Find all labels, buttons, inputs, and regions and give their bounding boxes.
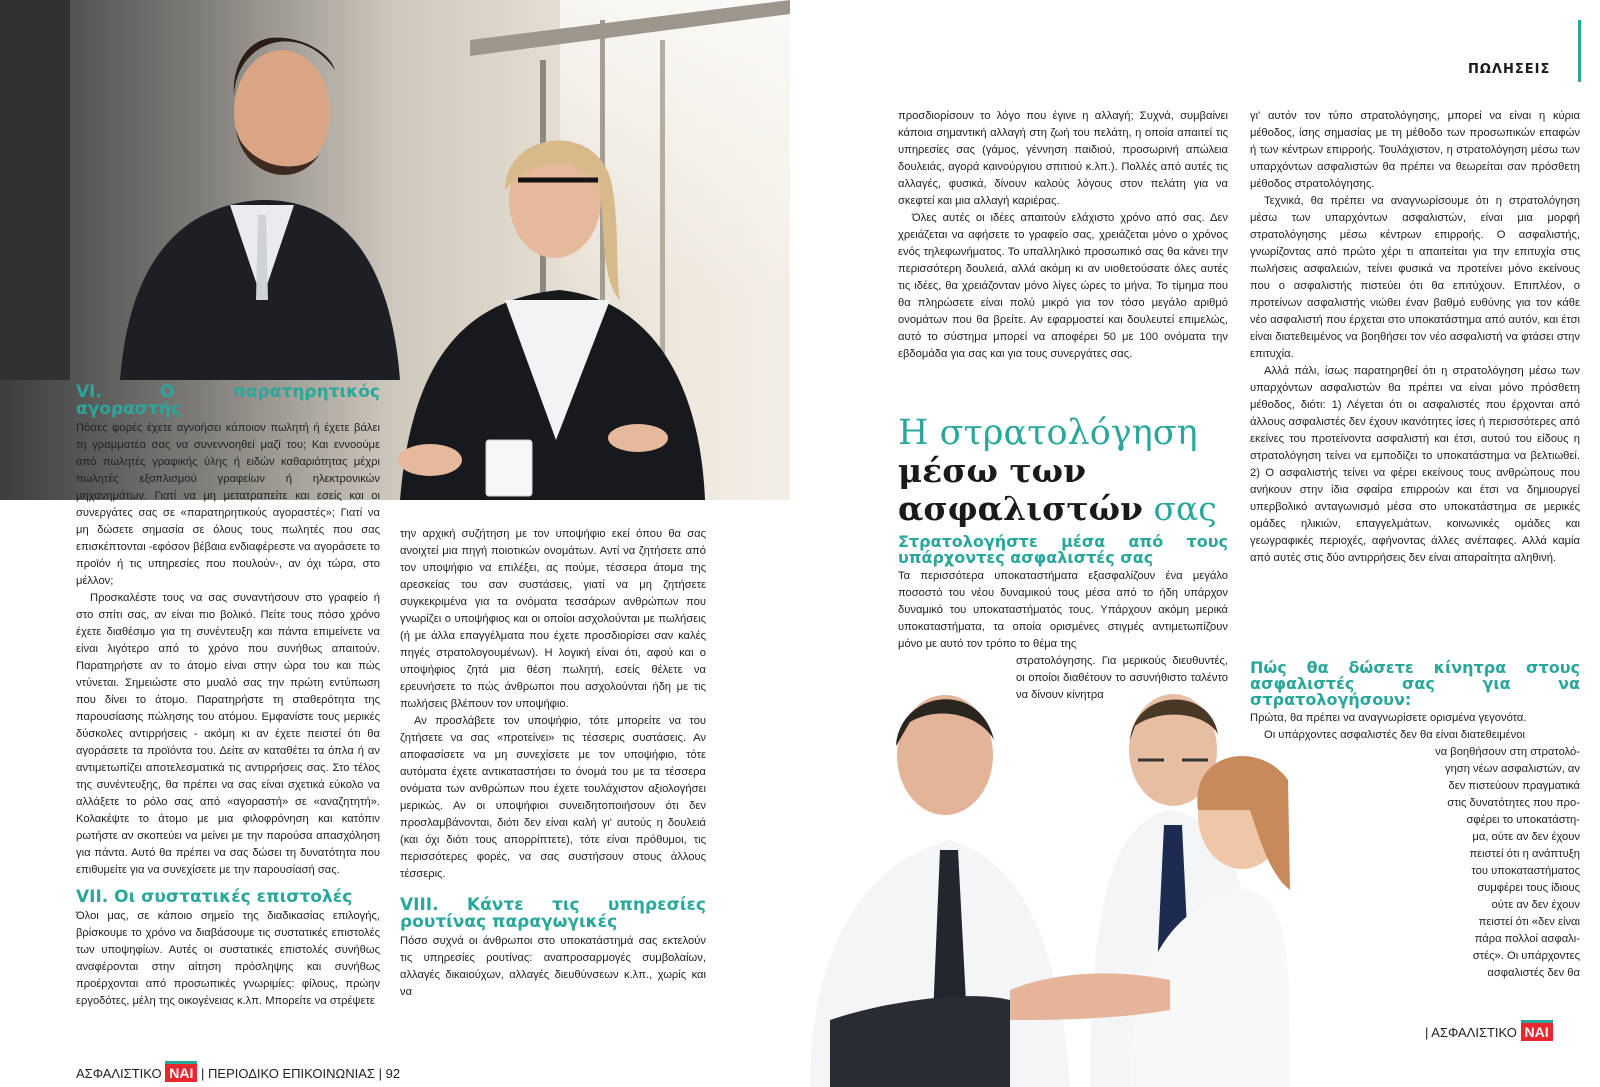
section-vii-heading: VII. Οι συστατικές επιστολές [76, 887, 353, 907]
column-3b-tail: στρατολόγησης. Για μερικούς διευθυντές, οι οποίοι διαθέτουν το ασυνήθιστο ταλέντο να δίνουν κίνητρα [1016, 655, 1228, 701]
section-viii-heading: VIII. Κάντε τις υπηρεσίες ρουτίνας παραγωγικές [400, 895, 706, 932]
column-4-paragraph: γι' αυτόν τον τύπο στρατολόγησης, μπορεί να είναι η κύρια μέθοδος, ίσης σημασίας με τη μέθοδο των προσωπικών επαφών ή των κέντρων επιρροής. Τουλάχιστον, η στρατολόγηση μέσω των υπαρχόντων ασφαλιστών θα πρέπει να θεωρείται σαν πρόσθετη μέθοδος στρατολόγησης. [1250, 110, 1580, 190]
wrapped-line: στές». Οι υπάρχοντες [1472, 950, 1580, 962]
footer-left [76, 1061, 400, 1082]
section-vi-paragraph: Προσκαλέστε τους να σας συναντήσουν στο γραφείο ή στο σπίτι σας, αν είναι πιο βολικό. Πείτε τους πόσο χρόνο έχετε διαθέσιμο για τη συνέντευξη και πάντα επιμείνετε να είναι λιγότερο από το χρόνο που συνήθως απαιτούν. Παρατηρήστε αν το άτομο είναι στην ώρα του και πώς ντύνεται. Σημειώστε στο μυαλό σας την πρώτη εντύπωση που δίνει το άτομο. Παρατηρήστε τη σταθερότητα της παρουσίασης πώλησης του ατόμου. Εμφανίστε τους μερικές δύσκολες αντιρρήσεις - ακόμη κι αν έχετε πειστεί ότι θα αγοράσετε τα προϊόντα του. Δείτε αν καταθέτει τα όπλα ή αν αντιμετωπίζει αποτελεσματικά τις αντιρρήσεις σας. Στο τέλος της συνέντευξης, θα πρέπει να σας είναι σχετικά εύκολο να αλλάξετε το ρόλο σας από «αγοραστή» σε «αναζητητή». Κολακέψτε το άτομο με μια φιλοφρόνηση και κατόπιν ρωτήστε αν σκοπεύει να μείνει με την παρούσα απασχόληση για πάντα. Αυτό θα πρέπει να σας δώσει τη δυνατότητα που επιθυμείτε για να συνεχίσετε με την παρουσίασή σας. [76, 592, 380, 876]
incentives-paragraph: Πρώτα, θα πρέπει να αναγνωρίσετε ορισμένα γεγονότα. [1250, 712, 1527, 724]
column-4-paragraph: Αλλά πάλι, ίσως παρατηρηθεί ότι η στρατολόγηση μέσω των υπαρχόντων ασφαλιστών θα πρέπει να είναι μόνο πρόσθετη μέθοδος, διότι: 1) Λέγεται ότι οι ασφαλιστές που έρχονται από άλλους ασφαλιστές δεν έχουν ικανότητες ίσες ή περισσότερες από εκείνες του προτείνοντα ασφαλιστή και έτσι, αυτού του είδους η στρατολόγηση τείνει να εμποδίζει το υποκατάστημα να βελτιωθεί. 2) Ο ασφαλιστής τείνει να φέρει εκείνους τους ανθρώπους που ανήκουν στην ίδια σφαίρα επιρροών και έτσι να δημιουργεί υπερβολικό ανταγωνισμό μέσα στο υποκατάστημα σε μερικές ομάδες ηλικιών, επαγγελμάτων, κοινωνικές ομάδες και γεωγραφικές περιοχές, αφήνοντας άλλες ανέπαφες. Αλλά καμία από αυτές στις δύο αντιρρήσεις δεν είναι απαραίτητα αληθινή. [1250, 365, 1580, 564]
column-2-paragraph: την αρχική συζήτηση με τον υποψήφιο εκεί όπου θα σας ανοιχτεί μια πηγή ποιοτικών ονομάτων. Αντί να ζητήσετε από τον υποψήφιο να επιλέξει, ας πούμε, τέσσερα άτομα της αρεσκείας του σαν συστάσεις, γιατί να μη ζητήσετε συγκεκριμένα για τα ονόματα τεσσάρων ανθρώπων που γνωρίζει ο υποψήφιος και οι οποίοι ασχολούνται με πωλήσεις (ή με άλλα επαγγέλματα που έχετε προσδιορίσει σαν καλές πηγές στρατολογουμένων). Η λογική είναι ότι, αφού και ο υποψήφιος ζητά μια θέση πωλητή, εσείς θέλετε να ερευνήσετε το πώς άνθρωποι που ασχολούνται ήδη με τις πωλήσεις βλέπουν τον υποψήφιο. [400, 528, 706, 710]
title-line-3 [898, 490, 1238, 528]
title-line-3a: ασφαλιστών [898, 489, 1143, 528]
column-2-paragraph: Αν προσλάβετε τον υποψήφιο, τότε μπορείτε να του ζητήσετε να σας «προτείνει» τις τέσσερις συστάσεις. Αν αποφασίσετε να μη συνεχίσετε με τον υποψήφιο, τότε αυτόματα έχετε αντικαταστήσει το όνομά του με τα τέσσερα ονόματα των ανθρώπων που έχετε τουλάχιστον αξιολογήσει μερικώς. Αν οι υποψήφιοι συνειδητοποιήσουν ότι δεν προσλαμβάνονται, διότι δεν είναι καλή γι' αυτούς η δουλειά (και όχι διότι τους απορρίπτετε), τότε είναι πρόθυμοι, τις περισσότερες φορές, να σας συστήσουν στους άλλους τέσσερις. [400, 715, 706, 880]
section-label: ΠΩΛΗΣΕΙΣ [1468, 62, 1551, 77]
wrapped-line: πάρα πολλοί ασφαλι- [1474, 933, 1580, 945]
wrapped-line: ασφαλιστές δεν θα [1487, 967, 1580, 979]
footer-magazine-name: ΑΣΦΑΛΙΣΤΙΚΟ [76, 1066, 162, 1081]
article-subtitle: Στρατολογήστε μέσα από τους υπάρχοντες ασφαλιστές σας [898, 532, 1228, 567]
wrapped-line: σφέρει το υποκατάστη- [1466, 814, 1580, 826]
wrapped-line: να βοηθήσουν στη στρατολό- [1435, 746, 1580, 758]
nai-logo: ΝΑΙ [165, 1061, 197, 1082]
column-3 [898, 108, 1228, 363]
title-line-2: μέσω των [898, 451, 1086, 490]
nai-logo: ΝΑΙ [1521, 1020, 1553, 1041]
column-3-paragraph: Όλες αυτές οι ιδέες απαιτούν ελάχιστο χρόνο από σας. Δεν χρειάζεται να αφήσετε το γραφείο σας, χρειάζεται μόνο ο χρόνος ενός τηλεφωνήματος. Το υπαλληλικό προσωπικό σας θα κάνει την περισσότερη δουλειά, αλλά ακόμη κι αν υιοθετούσατε όλες αυτές τις ιδέες, θα χρειάζονταν μόνο λίγες ώρες το μήνα. Το τίμημα που θα πληρώσετε είναι πολύ μικρό για τον τόσο μεγάλο αριθμό ονομάτων που θα βρείτε. Αν εφαρμοστεί και δουλευτεί επιμελώς, αυτό το σύστημα μπορεί να αποφέρει 50 με 100 ονόματα την εβδομάδα για σας και για τους συνεργάτες σας. [898, 212, 1228, 360]
incentives-section [1250, 660, 1580, 982]
title-line-3b: σας [1153, 489, 1217, 528]
column-3b-paragraph: Τα περισσότερα υποκαταστήματα εξασφαλίζουν ένα μεγάλο ποσοστό του νέου δυναμικού τους μέσα από το ήδη υπάρχον δυναμικό του υποκαταστήματός τους. Υπάρχουν ακόμη μερικά υποκαταστήματα, τα οποία ορισμένες στιγμές αντιμετωπίζουν μόνο με αυτό τον τρόπο το θέμα της [898, 570, 1228, 650]
column-3-paragraph: προσδιορίσουν το λόγο που έγινε η αλλαγή; Συχνά, συμβαίνει κάποια σημαντική αλλαγή στη ζωή του πελάτη, η οποία απαιτεί τις υπηρεσίες σας (γάμος, γέννηση παιδιού, προσωρινή απώλεια δουλειάς, αγορά καινούργιου σπιτιού κ.λπ.). Πολλές από αυτές τις αλλαγές, φυσικά, δίνουν καλούς λόγους στον πελάτη για να σκεφτεί και μια αλλαγή καριέρας. [898, 110, 1228, 207]
section-vi-paragraph: Πόσες φορές έχετε αγνοήσει κάποιον πωλητή ή έχετε βάλει τη γραμματέα σας να συνεννοηθεί μαζί του; Και εννοούμε από πωλητές γραφικής ύλης ή ειδών καθαριότητας μέχρι πωλητές εξοπλισμού γραφείων ή ηλεκτρονικών μηχανημάτων. Γιατί να μη μετατραπείτε και εσείς και οι συνεργάτες σας σε «παρατηρητικούς αγοραστές»; Γιατί να μη δώσετε σημασία σε όλους τους πωλητές που σας επισκέπτονται -εφόσον βέβαια ενδιαφέρεστε να αγοράσετε το προϊόν ή τις υπηρεσίες που πουλούν-, αν όχι τώρα, στο μέλλον; [76, 422, 380, 587]
wrapped-line: μα, ούτε αν δεν έχουν [1472, 831, 1580, 843]
column-4 [1250, 108, 1580, 567]
column-3b [898, 534, 1228, 704]
wrapped-line: πειστεί ότι «δεν είναι [1478, 916, 1580, 928]
wrapped-line: στις δυνατότητες που προ- [1447, 797, 1580, 809]
column-4-paragraph: Τεχνικά, θα πρέπει να αναγνωρίσουμε ότι η στρατολόγηση μέσω των υπαρχόντων ασφαλιστών, είναι μια μορφή στρατολόγησης μέσω κέντρων επιρροής. Ο ασφαλιστής, γνωρίζοντας από πρώτο χέρι τι απαιτείται για την επιτυχία στις πωλήσεις ασφαλειών, τείνει φυσικά να προτείνει μόνο εκείνους που ο ασφαλιστής πιστεύει ότι θα επιτύχουν. Επιπλέον, ο προτείνων ασφαλιστής νιώθει έναν βαθμό ευθύνης για τον κάθε νέο ασφαλιστή που έρχεται στο υποκατάστημα από αυτόν, και έτσι είναι διατεθειμένος να βοηθήσει τον νέο ασφαλιστή να φτάσει στην επιτυχία. [1250, 195, 1580, 360]
column-1 [76, 384, 380, 1010]
incentives-heading: Πώς θα δώσετε κίνητρα στους ασφαλιστές σας για να στρατολογήσουν: [1250, 658, 1580, 709]
header-marker [1578, 20, 1581, 82]
wrapped-line: συμφέρει τους ίδιους [1477, 882, 1580, 894]
wrapped-line: πειστεί ότι η ανάπτυξη [1469, 848, 1580, 860]
page-number: 92 [385, 1066, 401, 1081]
footer-magazine-name: | ΑΣΦΑΛΙΣΤΙΚΟ [1425, 1025, 1517, 1040]
section-viii-paragraph: Πόσο συχνά οι άνθρωποι στο υποκατάστημά σας εκτελούν τις υπηρεσίες ρουτίνας: αναπροσαρμογές συμβολαίων, αλλαγές δικαιούχων, αλλαγές διευθύνσεων κ.λπ., χωρίς και να [400, 935, 706, 998]
footer-right [1425, 1020, 1553, 1041]
wrapped-line: γηση νέων ασφαλιστών, αν [1444, 763, 1580, 775]
incentives-wrapped-text [1250, 744, 1580, 982]
photo-handshake-group [790, 660, 1290, 1087]
title-line-1: Η στρατολόγηση [898, 413, 1198, 453]
article-title [898, 414, 1238, 528]
wrapped-line: ούτε αν δεν έχουν [1491, 899, 1580, 911]
wrapped-line: του υποκαταστήματος [1471, 865, 1580, 877]
incentives-paragraph: Οι υπάρχοντες ασφαλιστές δεν θα είναι διατεθειμένοι [1264, 729, 1525, 741]
column-2 [400, 526, 706, 1001]
footer-periodical: | ΠΕΡΙΟΔΙΚΟ ΕΠΙΚΟΙΝΩΝΙΑΣ | [201, 1066, 382, 1081]
section-vi-heading: VI. Ο παρατηρητικός αγοραστής [76, 382, 380, 419]
wrapped-line: δεν πιστεύουν πραγματικά [1448, 780, 1580, 792]
section-vii-paragraph: Όλοι μας, σε κάποιο σημείο της διαδικασίας επιλογής, βρίσκουμε το χρόνο να διαβάσουμε τις συστατικές επιστολές των υποψηφίων. Αυτές οι συστατικές επιστολές συνήθως αναφέρονται στην αίτηση πρόσληψης και συνήθως προέρχονται από προσωπικές γνωριμίες: φίλους, πρώην εργοδότες, μέλη της οικογένειας κ.λπ. Μπορείτε να στρέψετε [76, 910, 380, 1007]
